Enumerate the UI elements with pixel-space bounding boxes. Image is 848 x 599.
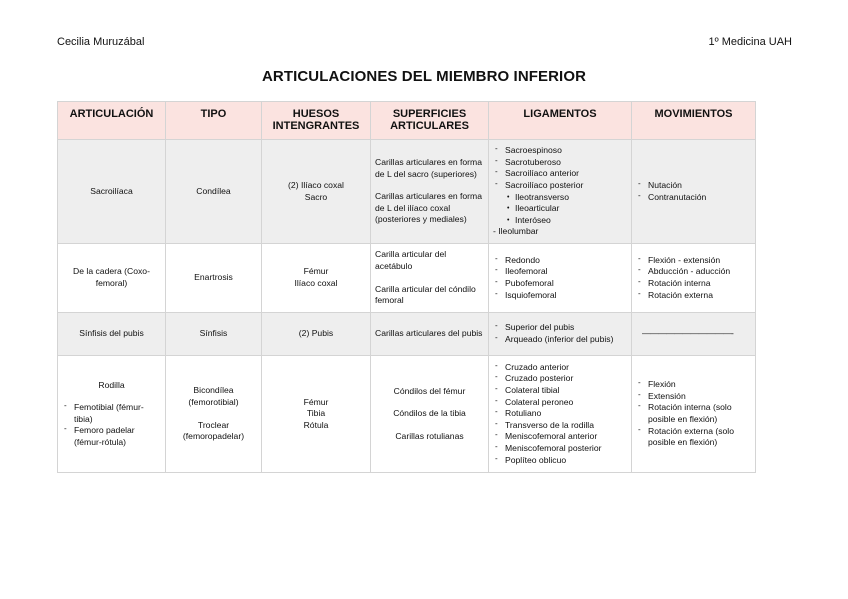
cell-articulacion <box>58 356 166 473</box>
cell-huesos <box>262 313 371 356</box>
tipo-item: Troclear (femoropadelar) <box>182 419 245 442</box>
cell-huesos <box>262 356 371 473</box>
ligamento-item: - Pubofemoral <box>493 278 627 290</box>
cell-ligamentos <box>489 313 632 356</box>
table-row <box>58 244 756 313</box>
hueso-item: Sacro <box>304 191 328 202</box>
column-header-movimientos: MOVIMIENTOS <box>632 102 756 140</box>
superficie-item: Carilla articular del cóndilo femoral <box>375 283 476 306</box>
movimiento-item: - Rotación externa (solo posible en flexión) <box>636 426 751 449</box>
ligamento-item: - Colateral peroneo <box>493 397 627 409</box>
ligamento-subitem: • Ileoarticular <box>507 203 627 215</box>
tipo-item: Bicondílea (femorotibial) <box>188 385 239 407</box>
superficie-item: Cóndilos del fémur <box>393 385 466 396</box>
ligamento-item: - Ileolumbar <box>493 226 539 237</box>
cell-superficies <box>371 244 489 313</box>
course-label: 1º Medicina UAH <box>708 36 792 48</box>
ligamento-item: - Sacrotuberoso <box>493 157 627 169</box>
movimiento-item: - Rotación externa <box>636 290 751 302</box>
ligamento-item: - Sacroilíaco anterior <box>493 168 627 180</box>
hueso-item: (2) Ilíaco coxal <box>288 179 344 190</box>
articulacion-label: Rodilla <box>98 379 125 390</box>
column-header-superficies-label: SUPERFICIES ARTICULARES <box>390 108 469 132</box>
column-header-articulacion: ARTICULACIÓN <box>58 102 166 140</box>
ligamento-item: - Superior del pubis <box>493 322 627 334</box>
ligamento-subitem: • Ileotransverso <box>507 192 627 204</box>
column-header-superficies <box>371 102 489 140</box>
ligamento-item: - Arqueado (inferior del pubis) <box>493 334 627 346</box>
cell-tipo: Enartrosis <box>166 244 262 313</box>
cell-huesos <box>262 140 371 244</box>
ligamento-item: - Redondo <box>493 255 627 267</box>
column-header-ligamentos: LIGAMENTOS <box>489 102 632 140</box>
ligamento-item: - Poplíteo oblicuo <box>493 455 627 467</box>
cell-superficies <box>371 356 489 473</box>
column-header-tipo: TIPO <box>166 102 262 140</box>
superficie-item: Carillas articulares del pubis <box>375 328 483 339</box>
articulacion-label: De la cadera (Coxo-femoral) <box>73 266 150 288</box>
page-title: ARTICULACIONES DEL MIEMBRO INFERIOR <box>261 68 587 85</box>
hueso-item: Tibia <box>306 408 326 419</box>
cell-articulacion <box>58 244 166 313</box>
hueso-item: Rótula <box>303 419 329 430</box>
cell-movimientos <box>632 244 756 313</box>
ligamento-item: - Meniscofemoral posterior <box>493 443 627 455</box>
table-row <box>58 356 756 473</box>
cell-ligamentos <box>489 356 632 473</box>
superficie-item: Cóndilos de la tibia <box>393 408 466 419</box>
hueso-item: Fémur <box>303 396 329 407</box>
superficie-item: Carillas articulares en forma de L del ilíaco coxal (posteriores y mediales) <box>375 191 482 225</box>
movimiento-item: - Rotación interna <box>636 278 751 290</box>
articulacion-subitem: - Femoro padelar (fémur-rótula) <box>62 425 161 448</box>
cell-articulacion: Sacroilíaca <box>58 140 166 244</box>
author-name: Cecilia Muruzábal <box>57 36 145 48</box>
articulacion-subitem: - Femotibial (fémur-tibia) <box>62 402 161 425</box>
ligamento-item: - Isquiofemoral <box>493 290 627 302</box>
ligamento-subitem: • Interóseo <box>507 215 627 227</box>
cell-tipo <box>166 356 262 473</box>
cell-articulacion: Sínfisis del pubis <box>58 313 166 356</box>
movimiento-item: - Flexión <box>636 379 751 391</box>
table-header-row <box>58 102 756 140</box>
cell-ligamentos <box>489 140 632 244</box>
movimiento-item: - Rotación interna (solo posible en flexión) <box>636 402 751 425</box>
ligamento-item: - Cruzado posterior <box>493 373 627 385</box>
cell-movimientos <box>632 140 756 244</box>
table-row <box>58 313 756 356</box>
ligamento-item: - Colateral tibial <box>493 385 627 397</box>
ligamento-item: - Sacroilíaco posterior <box>493 180 627 192</box>
movimiento-item: - Contranutación <box>636 192 751 204</box>
cell-superficies <box>371 140 489 244</box>
superficie-item: Carillas articulares en forma de L del sacro (superiores) <box>375 157 482 179</box>
ligamento-item: - Ileofemoral <box>493 266 627 278</box>
cell-tipo: Condílea <box>166 140 262 244</box>
ligamento-item: - Cruzado anterior <box>493 362 627 374</box>
ligamento-item: - Meniscofemoral anterior <box>493 431 627 443</box>
movimiento-item: - Nutación <box>636 180 751 192</box>
ligamento-item: - Rotuliano <box>493 408 627 420</box>
movimiento-item: - Extensión <box>636 391 751 403</box>
hueso-item: Fémur <box>303 266 329 277</box>
superficie-item: Carilla articular del acetábulo <box>375 249 447 271</box>
articulations-table <box>57 101 756 473</box>
superficie-item: Carillas rotulianas <box>395 430 464 441</box>
column-header-huesos <box>262 102 371 140</box>
cell-ligamentos <box>489 244 632 313</box>
ligamento-item: - Transverso de la rodilla <box>493 420 627 432</box>
cell-huesos <box>262 244 371 313</box>
cell-tipo: Sínfisis <box>166 313 262 356</box>
hueso-item: (2) Pubis <box>298 328 334 339</box>
ligamento-item: - Sacroespinoso <box>493 145 627 157</box>
movimiento-item: - Abducción - aducción <box>636 266 751 278</box>
cell-movimientos: ———————————- <box>632 313 756 356</box>
hueso-item: Ilíaco coxal <box>294 278 338 288</box>
column-header-huesos-label: HUESOS INTENGRANTES <box>272 108 360 132</box>
cell-superficies <box>371 313 489 356</box>
movimiento-item: - Flexión - extensión <box>636 255 751 267</box>
table-row <box>58 140 756 244</box>
cell-movimientos <box>632 356 756 473</box>
